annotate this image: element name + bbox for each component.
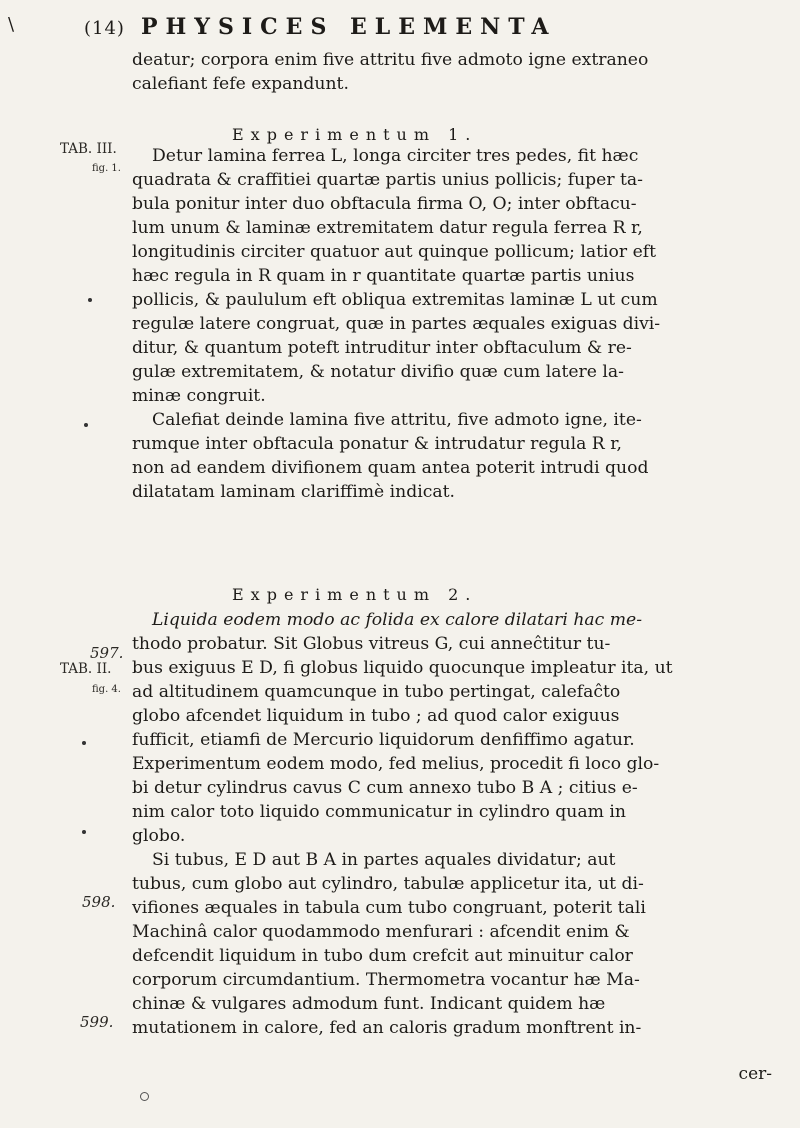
text-line: vifiones æquales in tabula cum tubo congruant, poterit tali: [132, 898, 646, 918]
margin-section-599: 599.: [80, 1013, 114, 1031]
margin-section-597: 597.: [90, 644, 124, 662]
experiment-heading-1: Experimentum 1.: [232, 125, 478, 144]
text-line: corporum circumdantium. Thermometra vocantur hæ Ma-: [132, 970, 640, 990]
text-line: bi detur cylindrus cavus C cum annexo tubo B A ; citius e-: [132, 778, 638, 798]
experiment-heading-2: Experimentum 2.: [232, 585, 478, 604]
margin-dot: [84, 423, 88, 427]
text-line: dilatatam laminam clariffimè indicat.: [132, 482, 455, 502]
margin-fig-4: fig. 4.: [92, 684, 121, 695]
text-line: calefiant fefe expandunt.: [132, 74, 349, 94]
text-line: mutationem in calore, fed an caloris gradum monftrent in-: [132, 1018, 642, 1038]
text-line: fufficit, etiamfi de Mercurio liquidorum denfiffimo agatur.: [132, 730, 635, 750]
text-line: Experimentum eodem modo, fed melius, procedit fi loco glo-: [132, 754, 660, 774]
text-line: deatur; corpora enim five attritu five admoto igne extraneo: [132, 50, 649, 70]
text-line: lum unum & laminæ extremitatem datur regula ferrea R r,: [132, 218, 643, 238]
text-line: Calefiat deinde lamina five attritu, five admoto igne, ite-: [152, 410, 642, 430]
running-head: [84, 14, 556, 40]
text-line: globo afcendet liquidum in tubo ; ad quod calor exiguus: [132, 706, 620, 726]
text-line: hæc regula in R quam in r quantitate quartæ partis unius: [132, 266, 635, 286]
catchword: cer-: [738, 1064, 772, 1084]
text-line: gulæ extremitatem, & notatur divifio quæ cum latere la-: [132, 362, 624, 382]
text-line: Detur lamina ferrea L, longa circiter tres pedes, fit hæc: [152, 146, 639, 166]
text-line: Liquida eodem modo ac folida ex calore dilatari hac me-: [152, 610, 643, 630]
text-line: quadrata & craffitiei quartæ partis unius pollicis; fuper ta-: [132, 170, 643, 190]
text-line: Machinâ calor quodammodo menfurari : afcendit enim &: [132, 922, 630, 942]
text-line: tubus, cum globo aut cylindro, tabulæ applicetur ita, ut di-: [132, 874, 644, 894]
text-line: chinæ & vulgares admodum funt. Indicant quidem hæ: [132, 994, 606, 1014]
margin-mark: \: [8, 14, 15, 35]
margin-dot: [82, 830, 86, 834]
margin-ring: [140, 1092, 149, 1101]
text-line: ditur, & quantum poteft intruditur inter obftaculum & re-: [132, 338, 632, 358]
text-line: bus exiguus E D, fi globus liquido quocunque impleatur ita, ut: [132, 658, 673, 678]
margin-dot: [82, 741, 86, 745]
text-line: defcendit liquidum in tubo dum crefcit aut minuitur calor: [132, 946, 633, 966]
margin-tab-iii: TAB. III.: [60, 141, 117, 157]
page-number: (14): [84, 18, 125, 39]
text-line: rumque inter obftacula ponatur & intrudatur regula R r,: [132, 434, 622, 454]
margin-section-598: 598.: [82, 893, 116, 911]
text-line: globo.: [132, 826, 186, 846]
margin-fig-1: fig. 1.: [92, 163, 121, 174]
margin-tab-ii: TAB. II.: [60, 661, 112, 677]
text-line: thodo probatur. Sit Globus vitreus G, cui anneĉtitur tu-: [132, 634, 611, 654]
text-line: nim calor toto liquido communicatur in cylindro quam in: [132, 802, 626, 822]
text-line: bula ponitur inter duo obftacula firma O, O; inter obftacu-: [132, 194, 637, 214]
text-line: Si tubus, E D aut B A in partes aquales dividatur; aut: [152, 850, 616, 870]
text-line: pollicis, & paululum eft obliqua extremitas laminæ L ut cum: [132, 290, 658, 310]
text-line: non ad eandem divifionem quam antea poterit intrudi quod: [132, 458, 649, 478]
text-line: ad altitudinem quamcunque in tubo pertingat, calefaĉto: [132, 682, 621, 702]
text-line: regulæ latere congruat, quæ in partes æquales exiguas divi-: [132, 314, 661, 334]
running-head-title: PHYSICES ELEMENTA: [140, 14, 557, 40]
text-line: longitudinis circiter quatuor aut quinque pollicum; latior eft: [132, 242, 657, 262]
margin-dot: [88, 298, 92, 302]
text-line: minæ congruit.: [132, 386, 266, 406]
